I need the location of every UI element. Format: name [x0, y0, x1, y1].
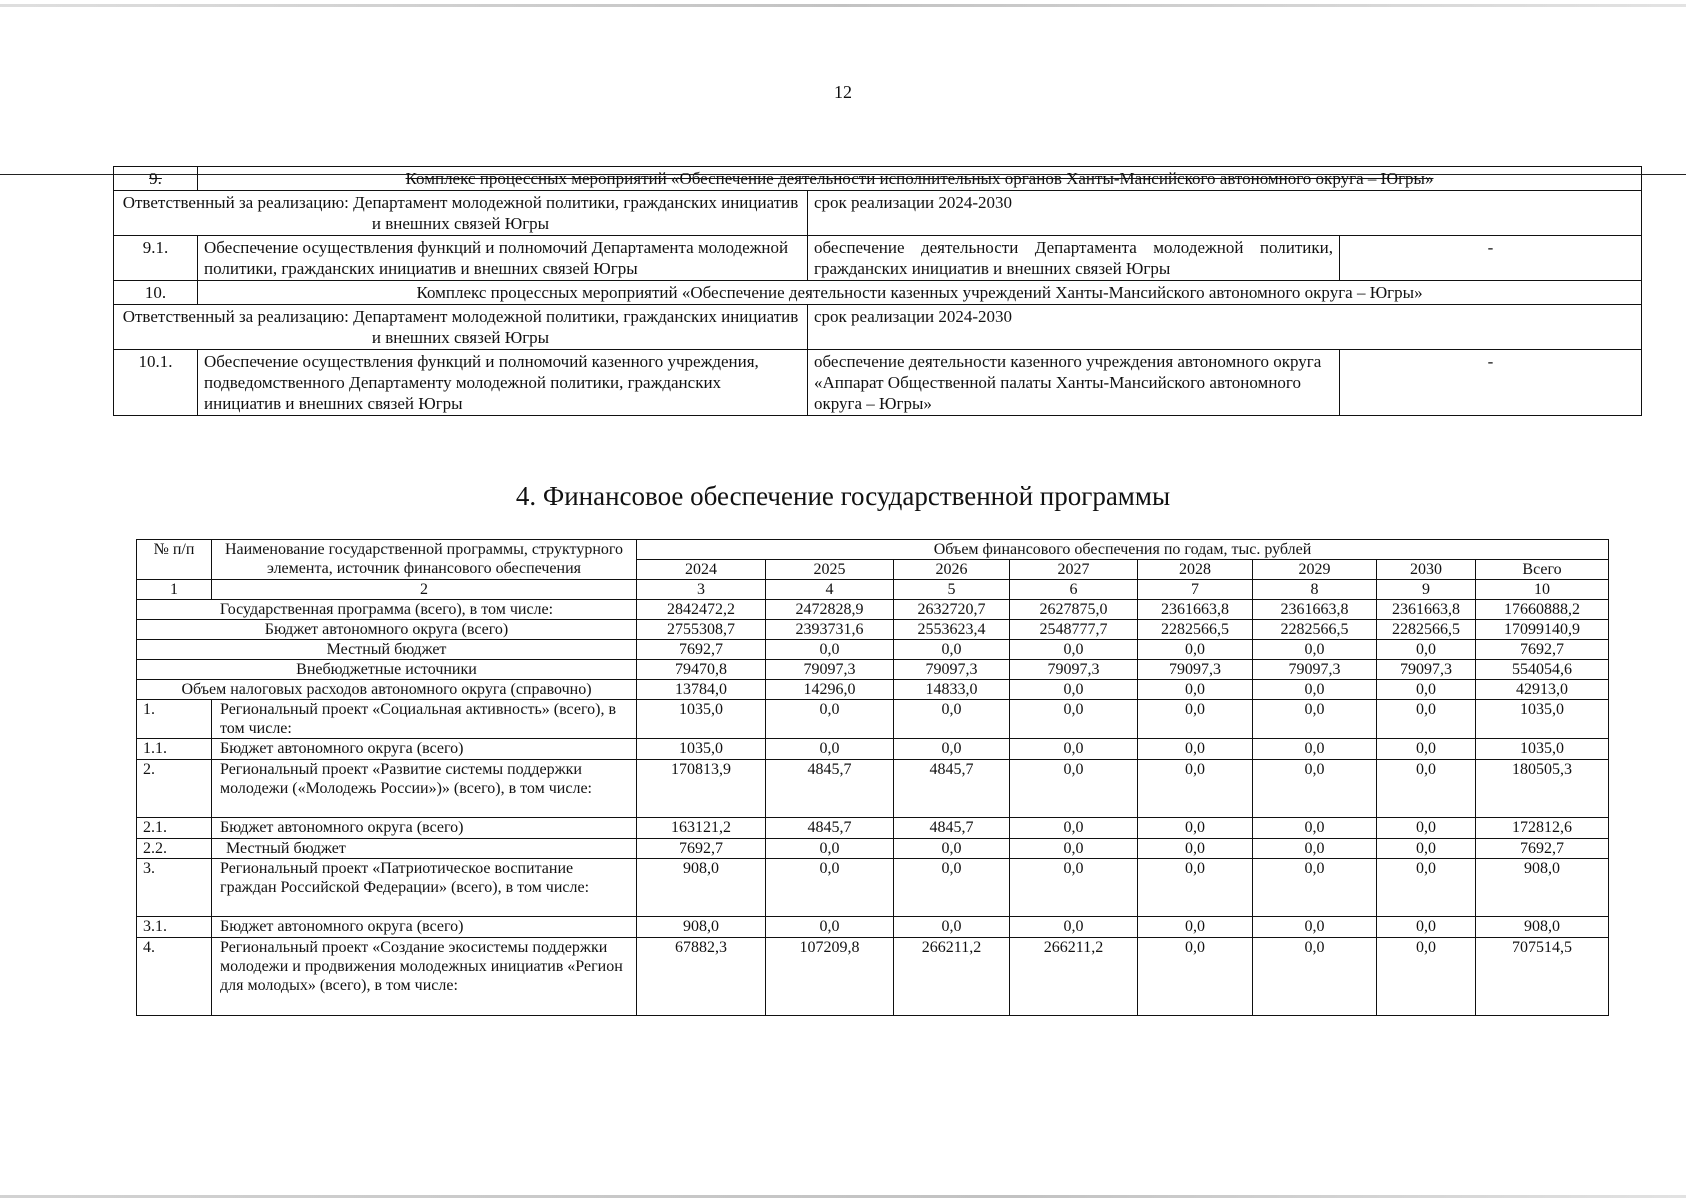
value-cell: 0,0 [1253, 760, 1377, 818]
row-name: Региональный проект «Создание экосистемы поддержки молодежи и продвижения молодежных инициатив «Регион для молодых» (всего), в том числе: [212, 938, 637, 1016]
summary-rows [137, 600, 1609, 700]
table-row [137, 600, 1609, 620]
row-number: 2. [137, 760, 212, 818]
value-cell: 13784,0 [637, 680, 766, 700]
value-cell: 0,0 [1138, 680, 1253, 700]
value-cell: 4845,7 [766, 760, 894, 818]
column-number: 6 [1010, 580, 1138, 600]
table-row [137, 818, 1609, 839]
value-cell: 7692,7 [1476, 839, 1609, 859]
summary-label: Бюджет автономного округа (всего) [137, 620, 637, 640]
value-cell: 0,0 [766, 700, 894, 739]
extra-cell: - [1340, 236, 1642, 281]
table-row [114, 191, 1642, 236]
value-cell: 0,0 [1253, 640, 1377, 660]
value-cell: 0,0 [894, 739, 1010, 760]
value-cell: 2548777,7 [1010, 620, 1138, 640]
value-cell: 180505,3 [1476, 760, 1609, 818]
responsible-cell: Ответственный за реализацию: Департамент молодежной политики, гражданских инициатив и внешних связей Югры [114, 305, 808, 350]
row-name: Региональный проект «Социальная активность» (всего), в том числе: [212, 700, 637, 739]
row-name: Бюджет автономного округа (всего) [212, 818, 637, 839]
table-row [137, 660, 1609, 680]
value-cell: 0,0 [1010, 760, 1138, 818]
value-cell: 17099140,9 [1476, 620, 1609, 640]
value-cell: 0,0 [766, 917, 894, 938]
header-year: 2024 [637, 560, 766, 580]
value-cell: 2361663,8 [1253, 600, 1377, 620]
value-cell: 1035,0 [637, 700, 766, 739]
header-volume: Объем финансового обеспечения по годам, тыс. рублей [637, 540, 1609, 560]
result-cell: обеспечение деятельности Департамента молодежной политики, гражданских инициатив и внешних связей Югры [808, 236, 1340, 281]
value-cell: 79097,3 [1138, 660, 1253, 680]
value-cell: 14833,0 [894, 680, 1010, 700]
value-cell: 2282566,5 [1377, 620, 1476, 640]
value-cell: 1035,0 [637, 739, 766, 760]
task-cell: Обеспечение осуществления функций и полномочий казенного учреждения, подведомственного Департаменту молодежной политики, гражданских инициатив и внешних связей Югры [198, 350, 808, 416]
value-cell: 79097,3 [766, 660, 894, 680]
value-cell: 0,0 [1010, 917, 1138, 938]
value-cell: 554054,6 [1476, 660, 1609, 680]
value-cell: 2361663,8 [1138, 600, 1253, 620]
value-cell: 0,0 [766, 739, 894, 760]
column-number: 5 [894, 580, 1010, 600]
complex-title: Комплекс процессных мероприятий «Обеспечение деятельности исполнительных органов Ханты-Мансийского автономного округа – Югры» [198, 167, 1642, 191]
section-title: 4. Финансовое обеспечение государственной программы [515, 481, 1171, 511]
row-number: 9.1. [114, 236, 198, 281]
table-row [137, 739, 1609, 760]
task-cell: Обеспечение осуществления функций и полномочий Департамента молодежной политики, гражданских инициатив и внешних связей Югры [198, 236, 808, 281]
column-number: 8 [1253, 580, 1377, 600]
header-year: 2025 [766, 560, 894, 580]
value-cell: 2282566,5 [1253, 620, 1377, 640]
value-cell: 908,0 [637, 859, 766, 917]
header-year: 2029 [1253, 560, 1377, 580]
value-cell: 2393731,6 [766, 620, 894, 640]
value-cell: 0,0 [1010, 818, 1138, 839]
row-name: Бюджет автономного округа (всего) [212, 739, 637, 760]
value-cell: 67882,3 [637, 938, 766, 1016]
column-number: 2 [212, 580, 637, 600]
header-total: Всего [1476, 560, 1609, 580]
value-cell: 0,0 [1010, 839, 1138, 859]
row-number: 3. [137, 859, 212, 917]
value-cell: 0,0 [766, 859, 894, 917]
result-cell: обеспечение деятельности казенного учреждения автономного округа «Аппарат Общественной палаты Ханты-Мансийского автономного округа – Югры» [808, 350, 1340, 416]
table-row [137, 760, 1609, 818]
value-cell: 0,0 [766, 839, 894, 859]
column-number: 10 [1476, 580, 1609, 600]
value-cell: 4845,7 [894, 760, 1010, 818]
value-cell: 0,0 [1138, 818, 1253, 839]
value-cell: 0,0 [894, 700, 1010, 739]
row-name: Бюджет автономного округа (всего) [212, 917, 637, 938]
summary-label: Внебюджетные источники [137, 660, 637, 680]
value-cell: 707514,5 [1476, 938, 1609, 1016]
value-cell: 79097,3 [894, 660, 1010, 680]
value-cell: 1035,0 [1476, 739, 1609, 760]
column-number: 9 [1377, 580, 1476, 600]
value-cell: 0,0 [1138, 739, 1253, 760]
summary-label: Местный бюджет [137, 640, 637, 660]
value-cell: 0,0 [1138, 938, 1253, 1016]
term-cell: срок реализации 2024-2030 [808, 191, 1642, 236]
row-number: 2.2. [137, 839, 212, 859]
row-number: 10. [114, 281, 198, 305]
value-cell: 0,0 [1138, 640, 1253, 660]
value-cell: 0,0 [1377, 739, 1476, 760]
value-cell: 2553623,4 [894, 620, 1010, 640]
value-cell: 0,0 [894, 839, 1010, 859]
value-cell: 0,0 [1377, 640, 1476, 660]
value-cell: 0,0 [894, 640, 1010, 660]
value-cell: 0,0 [1253, 680, 1377, 700]
value-cell: 0,0 [1377, 917, 1476, 938]
value-cell: 0,0 [1377, 938, 1476, 1016]
responsible-cell: Ответственный за реализацию: Департамент молодежной политики, гражданских инициатив и внешних связей Югры [114, 191, 808, 236]
value-cell: 2361663,8 [1377, 600, 1476, 620]
value-cell: 908,0 [1476, 859, 1609, 917]
row-number: 9. [114, 167, 198, 191]
value-cell: 0,0 [1253, 739, 1377, 760]
value-cell: 0,0 [1010, 700, 1138, 739]
value-cell: 266211,2 [894, 938, 1010, 1016]
value-cell: 266211,2 [1010, 938, 1138, 1016]
value-cell: 2627875,0 [1010, 600, 1138, 620]
value-cell: 0,0 [766, 640, 894, 660]
row-number: 3.1. [137, 917, 212, 938]
table-row [137, 640, 1609, 660]
value-cell: 4845,7 [894, 818, 1010, 839]
value-cell: 0,0 [1010, 859, 1138, 917]
column-number: 7 [1138, 580, 1253, 600]
value-cell: 170813,9 [637, 760, 766, 818]
value-cell: 172812,6 [1476, 818, 1609, 839]
value-cell: 0,0 [894, 859, 1010, 917]
header-year: 2026 [894, 560, 1010, 580]
header-num: № п/п [137, 540, 212, 580]
row-name: Региональный проект «Патриотическое воспитание граждан Российской Федерации» (всего), в том числе: [212, 859, 637, 917]
summary-label: Государственная программа (всего), в том числе: [137, 600, 637, 620]
value-cell: 107209,8 [766, 938, 894, 1016]
row-name: Местный бюджет [212, 839, 637, 859]
table-row [137, 917, 1609, 938]
value-cell: 14296,0 [766, 680, 894, 700]
value-cell: 0,0 [1377, 839, 1476, 859]
value-cell: 79097,3 [1377, 660, 1476, 680]
value-cell: 2282566,5 [1138, 620, 1253, 640]
column-number: 3 [637, 580, 766, 600]
value-cell: 0,0 [1138, 859, 1253, 917]
value-cell: 1035,0 [1476, 700, 1609, 739]
complex-title: Комплекс процессных мероприятий «Обеспечение деятельности казенных учреждений Ханты-Мансийского автономного округа – Югры» [198, 281, 1642, 305]
value-cell: 0,0 [1138, 760, 1253, 818]
value-cell: 42913,0 [1476, 680, 1609, 700]
value-cell: 79470,8 [637, 660, 766, 680]
extra-cell: - [1340, 350, 1642, 416]
table-row [137, 859, 1609, 917]
scan-artifact-bottom [0, 1195, 1686, 1198]
value-cell: 0,0 [1253, 917, 1377, 938]
row-name: Региональный проект «Развитие системы поддержки молодежи («Молодежь России»)» (всего), в том числе: [212, 760, 637, 818]
table-row [114, 236, 1642, 281]
row-number: 1. [137, 700, 212, 739]
value-cell: 163121,2 [637, 818, 766, 839]
value-cell: 0,0 [1138, 700, 1253, 739]
table-row [137, 938, 1609, 1016]
value-cell: 0,0 [1138, 917, 1253, 938]
value-cell: 2842472,2 [637, 600, 766, 620]
value-cell: 7692,7 [1476, 640, 1609, 660]
item-rows [137, 700, 1609, 1016]
table-row [137, 620, 1609, 640]
value-cell: 0,0 [1138, 839, 1253, 859]
column-number: 1 [137, 580, 212, 600]
value-cell: 0,0 [1010, 640, 1138, 660]
column-number-row [137, 580, 1609, 600]
value-cell: 0,0 [1253, 818, 1377, 839]
table-row [137, 839, 1609, 859]
value-cell: 2632720,7 [894, 600, 1010, 620]
activities-table [113, 166, 1642, 416]
value-cell: 908,0 [637, 917, 766, 938]
value-cell: 0,0 [1010, 739, 1138, 760]
header-year: 2030 [1377, 560, 1476, 580]
value-cell: 0,0 [1253, 839, 1377, 859]
value-cell: 79097,3 [1010, 660, 1138, 680]
value-cell: 0,0 [1253, 700, 1377, 739]
value-cell: 0,0 [894, 917, 1010, 938]
row-number: 2.1. [137, 818, 212, 839]
value-cell: 0,0 [1377, 680, 1476, 700]
term-cell: срок реализации 2024-2030 [808, 305, 1642, 350]
table-row [114, 281, 1642, 305]
scan-artifact-top [0, 4, 1686, 7]
value-cell: 0,0 [1377, 859, 1476, 917]
row-number: 10.1. [114, 350, 198, 416]
row-number: 4. [137, 938, 212, 1016]
header-name: Наименование государственной программы, структурного элемента, источник финансового обеспечения [212, 540, 637, 580]
value-cell: 7692,7 [637, 640, 766, 660]
value-cell: 908,0 [1476, 917, 1609, 938]
row-number: 1.1. [137, 739, 212, 760]
table-row [137, 680, 1609, 700]
value-cell: 17660888,2 [1476, 600, 1609, 620]
value-cell: 0,0 [1253, 859, 1377, 917]
value-cell: 0,0 [1377, 760, 1476, 818]
value-cell: 7692,7 [637, 839, 766, 859]
table-row [137, 700, 1609, 739]
value-cell: 79097,3 [1253, 660, 1377, 680]
value-cell: 0,0 [1253, 938, 1377, 1016]
finance-table [136, 539, 1609, 1016]
column-number: 4 [766, 580, 894, 600]
page-number: 12 [834, 82, 852, 102]
table-row [114, 350, 1642, 416]
table-row [114, 167, 1642, 191]
header-year: 2028 [1138, 560, 1253, 580]
value-cell: 2755308,7 [637, 620, 766, 640]
value-cell: 4845,7 [766, 818, 894, 839]
value-cell: 0,0 [1377, 818, 1476, 839]
header-year: 2027 [1010, 560, 1138, 580]
value-cell: 2472828,9 [766, 600, 894, 620]
value-cell: 0,0 [1010, 680, 1138, 700]
summary-label: Объем налоговых расходов автономного округа (справочно) [137, 680, 637, 700]
table-row [114, 305, 1642, 350]
value-cell: 0,0 [1377, 700, 1476, 739]
header-row [137, 540, 1609, 560]
